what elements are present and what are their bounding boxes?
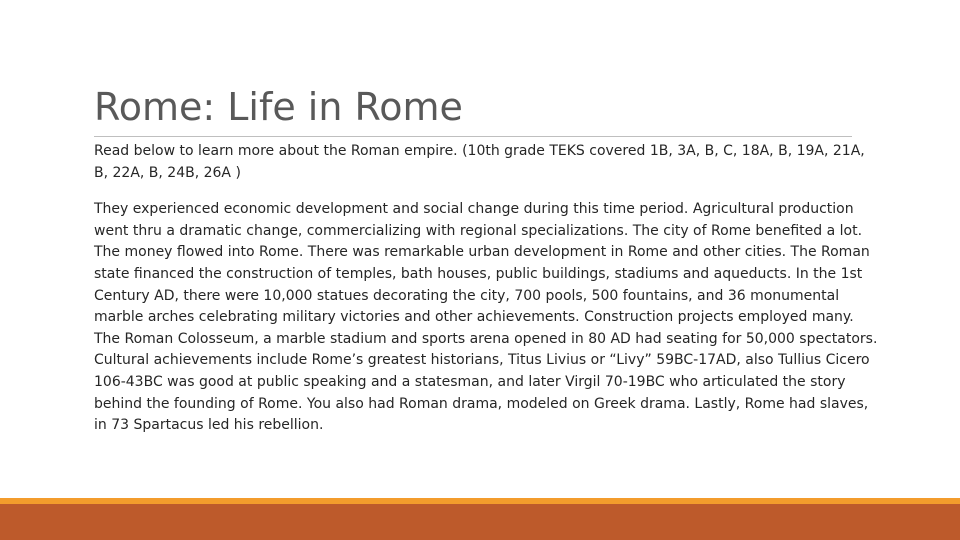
slide-body	[94, 141, 878, 437]
footer-bar	[0, 504, 960, 540]
body-paragraph: They experienced economic development and social change during this time period. Agricultural production went thru a dramatic change, commercializing with regional specializations. The city of Rome benefited a lot. The money flowed into Rome. There was remarkable urban development in Rome and other cities. The Roman state financed the construction of temples, bath houses, public buildings, stadiums and aqueducts. In the 1st Century AD, there were 10,000 statues decorating the city, 700 pools, 500 fountains, and 36 monumental marble arches celebrating military victories and other achievements. Construction projects employed many. The Roman Colosseum, a marble stadium and sports arena opened in 80 AD had seating for 50,000 spectators. Cultural achievements include Rome’s greatest historians, Titus Livius or “Livy” 59BC-17AD, also Tullius Cicero 106-43BC was good at public speaking and a statesman, and later Virgil 70-19BC who articulated the story behind the founding of Rome. You also had Roman drama, modeled on Greek drama. Lastly, Rome had slaves, in 73 Spartacus led his rebellion.	[94, 201, 878, 434]
slide-title: Rome: Life in Rome	[94, 85, 463, 129]
title-divider	[94, 136, 852, 137]
intro-paragraph: Read below to learn more about the Roman empire. (10th grade TEKS covered 1B, 3A, B, C, 18A, B, 19A, 21A, B, 22A, B, 24B, 26A )	[94, 143, 865, 181]
